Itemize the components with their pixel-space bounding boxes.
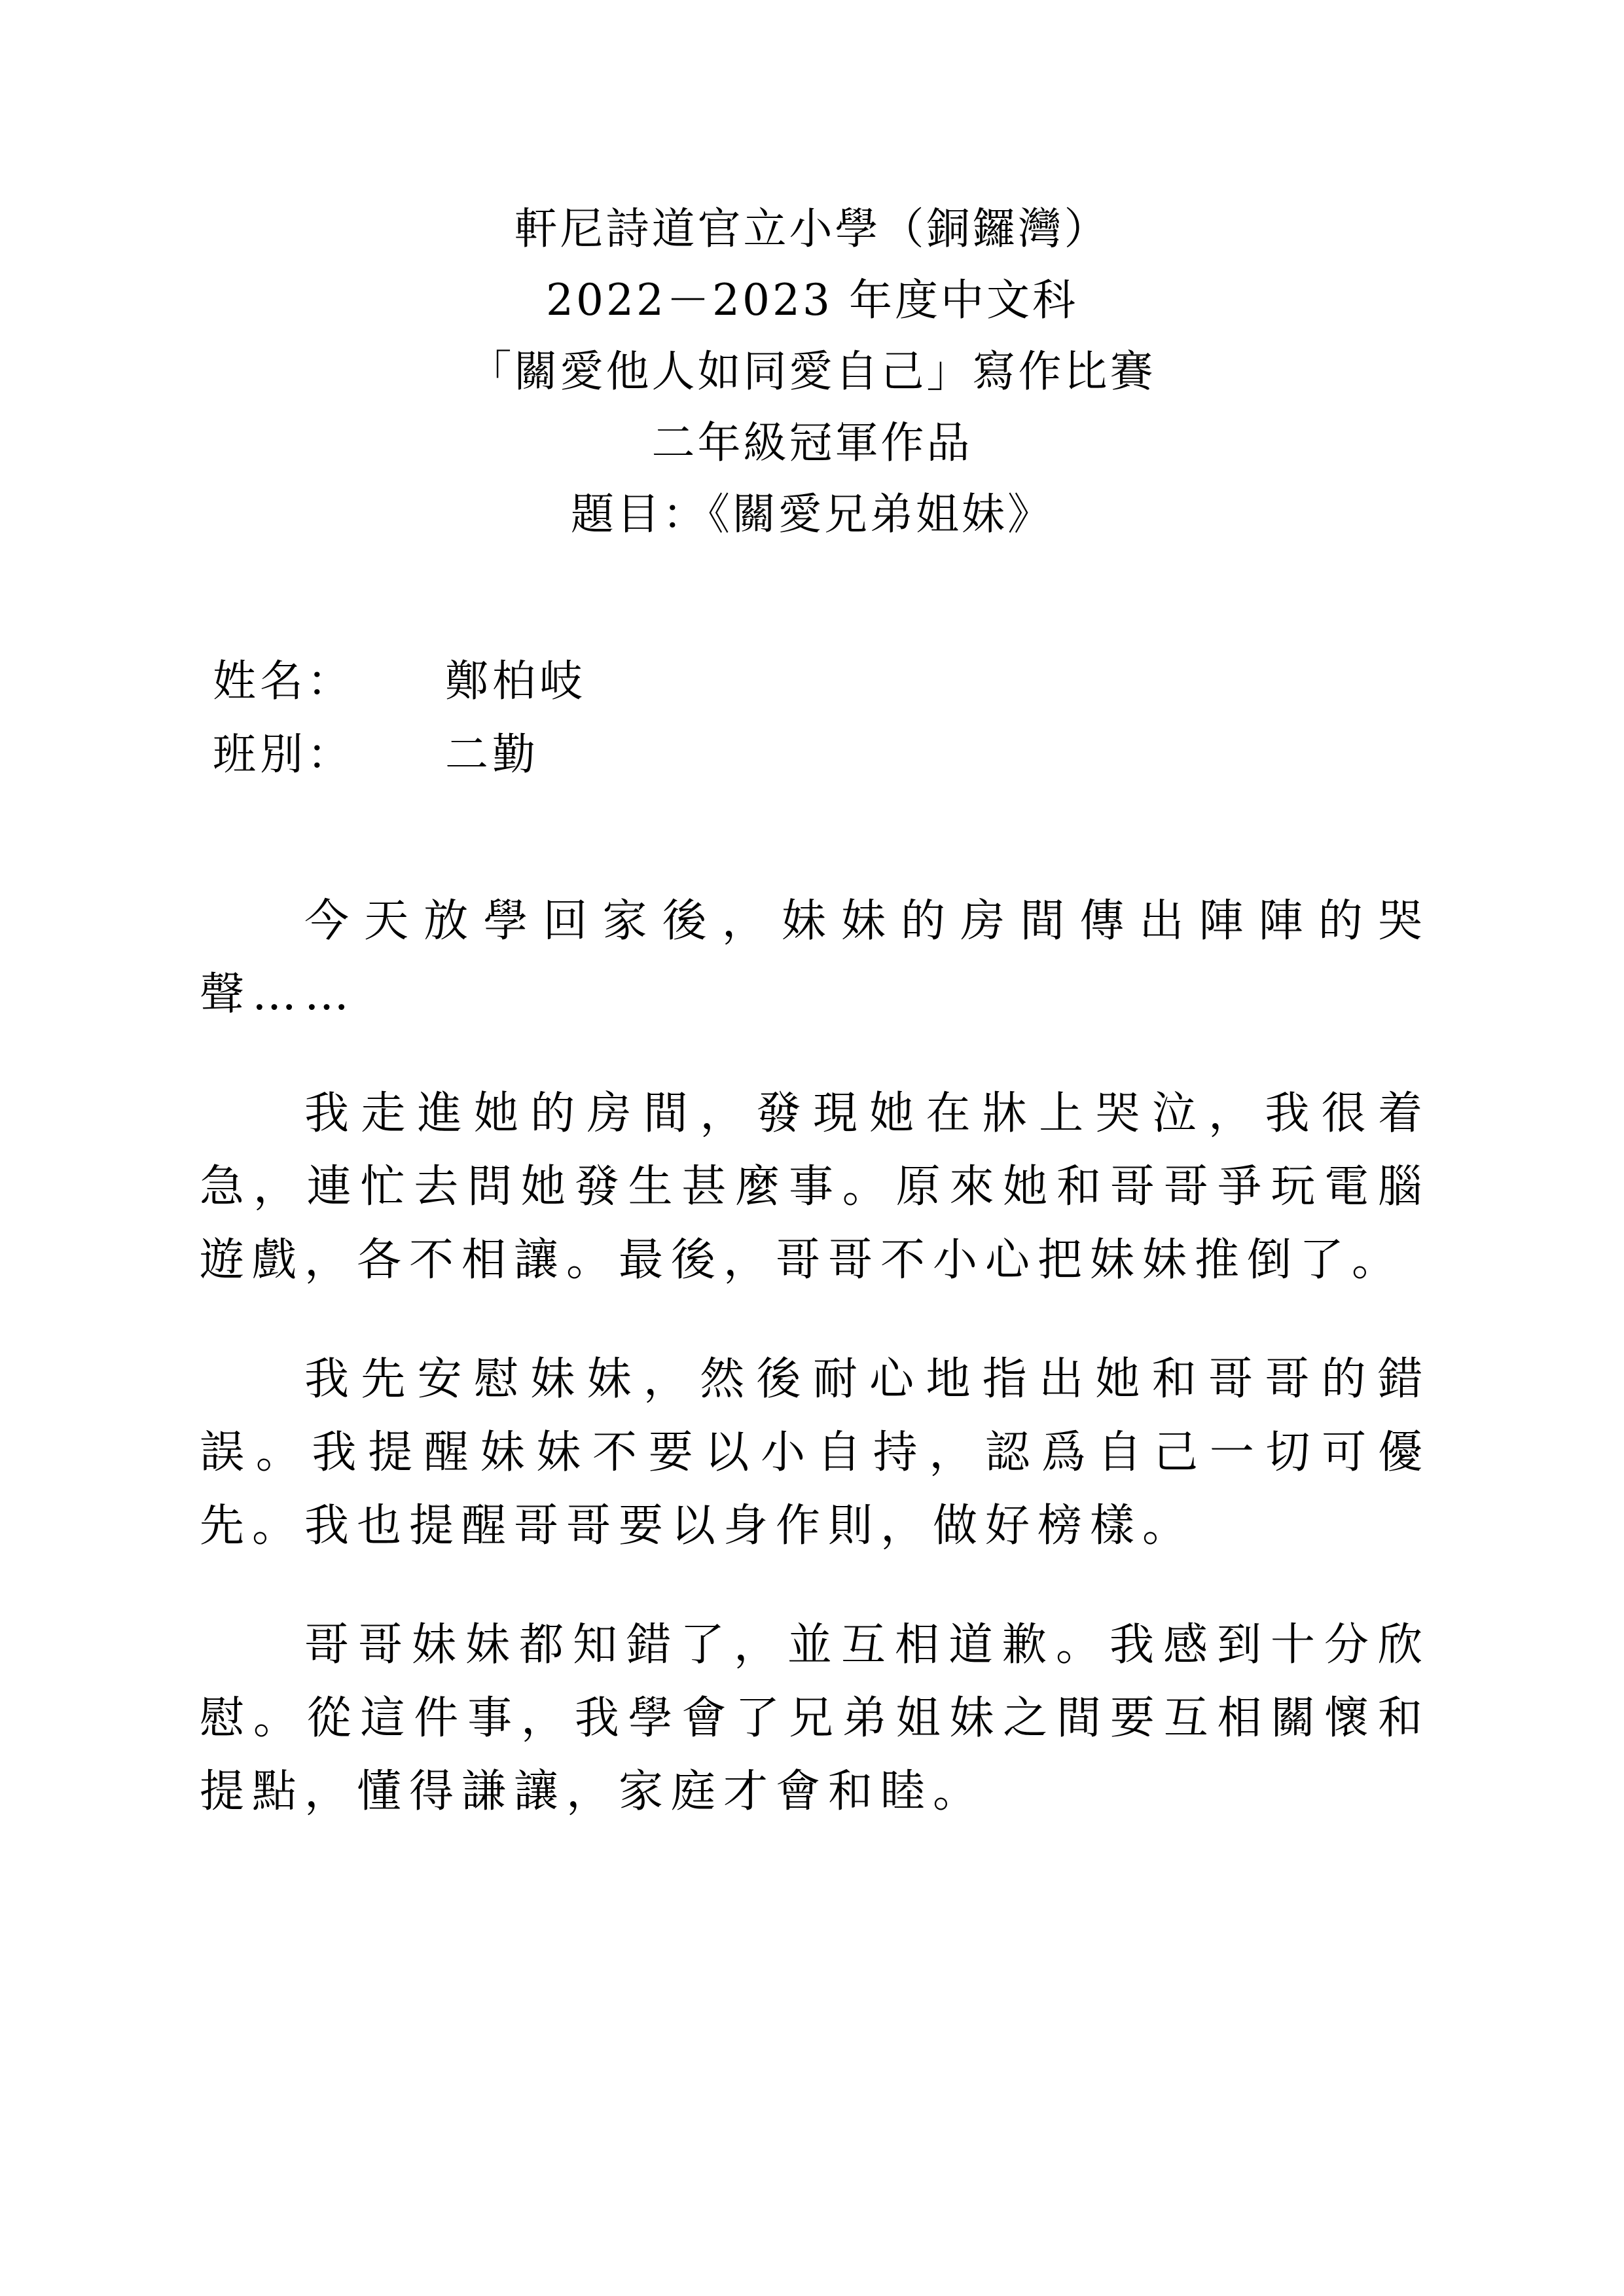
essay-topic: 題目：《關愛兄弟姐妹》 — [571, 489, 1053, 539]
name-row — [213, 645, 586, 718]
class-label: 班別： — [213, 729, 354, 780]
essay-paragraph: 哥哥妹妹都知錯了，並互相道歉。我感到十分欣慰。從這件事，我學會了兄弟姐妹之間要互相關懷和提點，懂得謙讓，家庭才會和睦。 — [200, 1619, 1430, 1818]
award-title: 二年級冠軍作品 — [651, 418, 973, 468]
essay-paragraph: 今天放學回家後，妹妹的房間傳出陣陣的哭聲…… — [200, 895, 1430, 1020]
class-row — [213, 718, 586, 791]
name-label: 姓名： — [213, 656, 354, 706]
document-header — [0, 193, 1624, 550]
essay-paragraph: 我走進她的房間，發現她在牀上哭泣，我很着急，連忙去問她發生甚麼事。原來她和哥哥爭玩電腦遊戲，各不相讓。最後，哥哥不小心把妹妹推倒了。 — [200, 1088, 1430, 1286]
student-info — [213, 645, 586, 791]
essay-paragraph: 我先安慰妹妹，然後耐心地指出她和哥哥的錯誤。我提醒妹妹不要以小自持，認爲自己一切可優先。我也提醒哥哥要以身作則，做好榜樣。 — [200, 1354, 1430, 1552]
school-name: 軒尼詩道官立小學（銅鑼灣） — [514, 204, 1110, 254]
competition-title: 「關愛他人如同愛自己」寫作比賽 — [468, 346, 1156, 397]
class-value: 二勤 — [445, 729, 539, 780]
school-year: 2022－2023 年度中文科 — [546, 275, 1078, 325]
name-value: 鄭柏岐 — [445, 656, 586, 706]
essay-body — [200, 885, 1430, 1874]
